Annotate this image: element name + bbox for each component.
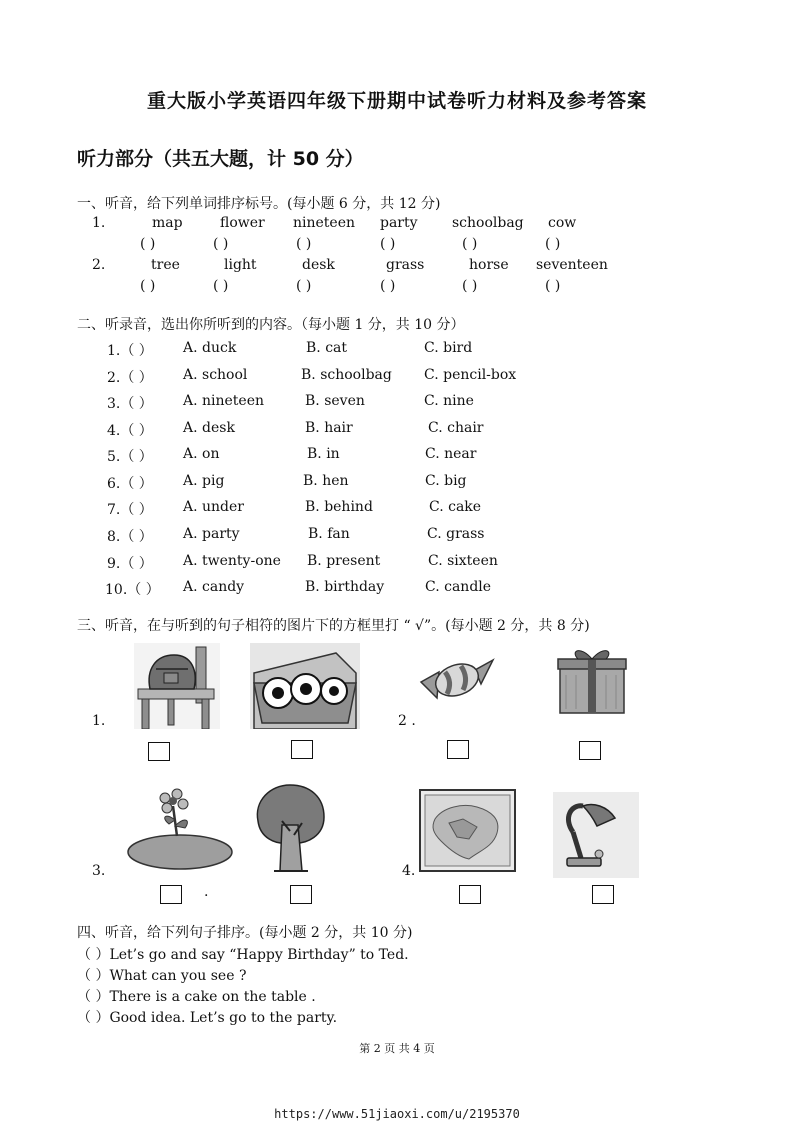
s4-sentence: （ ）There is a cake on the table . (77, 989, 316, 1005)
tree-picture (250, 781, 330, 877)
bag-on-chair-picture (134, 643, 220, 729)
s2-option-b: B. seven (305, 393, 365, 409)
s3-label-4: 4. (402, 863, 416, 879)
s2-option-b: B. behind (305, 499, 373, 515)
answer-paren[interactable]: ( ) (140, 278, 156, 294)
s2-option-c: C. sixteen (428, 553, 498, 569)
s2-option-c: C. candle (425, 579, 492, 595)
answer-checkbox[interactable] (447, 740, 469, 759)
s2-option-a: A. school (183, 367, 248, 383)
answer-paren[interactable]: ( ) (140, 236, 156, 252)
answer-checkbox[interactable] (291, 740, 313, 759)
s2-item-number[interactable]: 5.（ ） (107, 449, 153, 465)
s2-option-b: B. schoolbag (301, 367, 392, 383)
lamp-picture (553, 792, 639, 878)
s4-sentence: （ ）What can you see ? (77, 968, 247, 984)
s2-option-c: C. cake (429, 499, 482, 515)
watermark-url: https://www.51jiaoxi.com/u/2195370 (274, 1107, 520, 1121)
s4-sentence: （ ）Good idea. Let’s go to the party. (77, 1010, 338, 1026)
s1-word: cow (548, 215, 577, 231)
answer-paren[interactable]: ( ) (380, 236, 396, 252)
stray-dot: . (204, 884, 209, 900)
s2-option-a: A. pig (183, 473, 225, 489)
s2-option-a: A. desk (183, 420, 235, 436)
section4-heading: 四、听音，给下列句子排序。(每小题 2 分，共 10 分) (77, 925, 413, 941)
s2-item-number[interactable]: 8.（ ） (107, 529, 153, 545)
s2-option-a: A. twenty-one (183, 553, 281, 569)
s2-option-c: C. near (425, 446, 477, 462)
s1-word: light (224, 257, 257, 273)
s1-word: map (152, 215, 183, 231)
part-heading: 听力部分（共五大题，计 50 分） (77, 148, 364, 170)
s2-option-c: C. grass (427, 526, 485, 542)
s1-word: tree (151, 257, 180, 273)
answer-paren[interactable]: ( ) (545, 236, 561, 252)
s2-option-b: B. fan (308, 526, 350, 542)
s2-option-b: B. present (307, 553, 381, 569)
balls-in-box-picture (250, 643, 360, 729)
s2-option-b: B. birthday (305, 579, 385, 595)
s2-item-number[interactable]: 4.（ ） (107, 423, 153, 439)
page-footer: 第 2 页 共 4 页 (359, 1042, 435, 1055)
s1-word: horse (469, 257, 509, 273)
s2-option-a: A. party (183, 526, 240, 542)
s2-item-number[interactable]: 6.（ ） (107, 476, 153, 492)
section2-heading: 二、听录音，选出你所听到的内容。（每小题 1 分，共 10 分） (77, 317, 465, 333)
s1-word: grass (386, 257, 425, 273)
s2-option-b: B. hair (305, 420, 353, 436)
section3-heading: 三、听音，在与听到的句子相符的图片下的方框里打 “ √”。(每小题 2 分，共 8 分) (77, 618, 590, 634)
answer-checkbox[interactable] (160, 885, 182, 904)
s1-word: party (380, 215, 418, 231)
answer-paren[interactable]: ( ) (462, 278, 478, 294)
map-picture (419, 789, 516, 872)
answer-paren[interactable]: ( ) (462, 236, 478, 252)
s4-sentence: （ ）Let’s go and say “Happy Birthday” to Ted. (77, 947, 409, 963)
flower-on-grass-picture (125, 786, 235, 870)
s2-option-b: B. cat (306, 340, 348, 356)
s2-item-number[interactable]: 9.（ ） (107, 556, 153, 572)
s2-item-number[interactable]: 7.（ ） (107, 502, 153, 518)
answer-checkbox[interactable] (148, 742, 170, 761)
s1-word: schoolbag (452, 215, 524, 231)
answer-paren[interactable]: ( ) (296, 236, 312, 252)
s1-word: seventeen (536, 257, 608, 273)
s1-word: flower (220, 215, 265, 231)
s2-option-a: A. on (183, 446, 220, 462)
s1-row1-num: 1. (92, 215, 106, 231)
s3-label-1: 1. (92, 713, 106, 729)
candy-picture (417, 652, 497, 708)
answer-checkbox[interactable] (290, 885, 312, 904)
s2-option-c: C. bird (424, 340, 473, 356)
s2-option-c: C. chair (428, 420, 484, 436)
gift-box-picture (556, 645, 628, 715)
s1-row2-num: 2. (92, 257, 106, 273)
s1-word: desk (302, 257, 335, 273)
s2-option-a: A. under (183, 499, 244, 515)
s2-item-number[interactable]: 10.（ ） (105, 582, 160, 598)
s2-option-c: C. big (425, 473, 467, 489)
s2-item-number[interactable]: 3.（ ） (107, 396, 153, 412)
s1-word: nineteen (293, 215, 356, 231)
s2-option-b: B. hen (303, 473, 349, 489)
s2-option-c: C. nine (424, 393, 474, 409)
answer-paren[interactable]: ( ) (545, 278, 561, 294)
answer-paren[interactable]: ( ) (296, 278, 312, 294)
s2-option-a: A. duck (183, 340, 237, 356)
s2-option-a: A. nineteen (183, 393, 265, 409)
s2-option-b: B. in (307, 446, 340, 462)
answer-paren[interactable]: ( ) (213, 236, 229, 252)
answer-checkbox[interactable] (579, 741, 601, 760)
s2-option-a: A. candy (183, 579, 245, 595)
answer-checkbox[interactable] (592, 885, 614, 904)
answer-paren[interactable]: ( ) (380, 278, 396, 294)
s3-label-2: 2 . (398, 713, 416, 729)
s2-item-number[interactable]: 1.（ ） (107, 343, 153, 359)
s2-option-c: C. pencil-box (424, 367, 517, 383)
answer-paren[interactable]: ( ) (213, 278, 229, 294)
s3-label-3: 3. (92, 863, 106, 879)
s2-item-number[interactable]: 2.（ ） (107, 370, 153, 386)
section1-heading: 一、听音，给下列单词排序标号。(每小题 6 分，共 12 分) (77, 196, 441, 212)
document-title: 重大版小学英语四年级下册期中试卷听力材料及参考答案 (146, 90, 647, 112)
answer-checkbox[interactable] (459, 885, 481, 904)
